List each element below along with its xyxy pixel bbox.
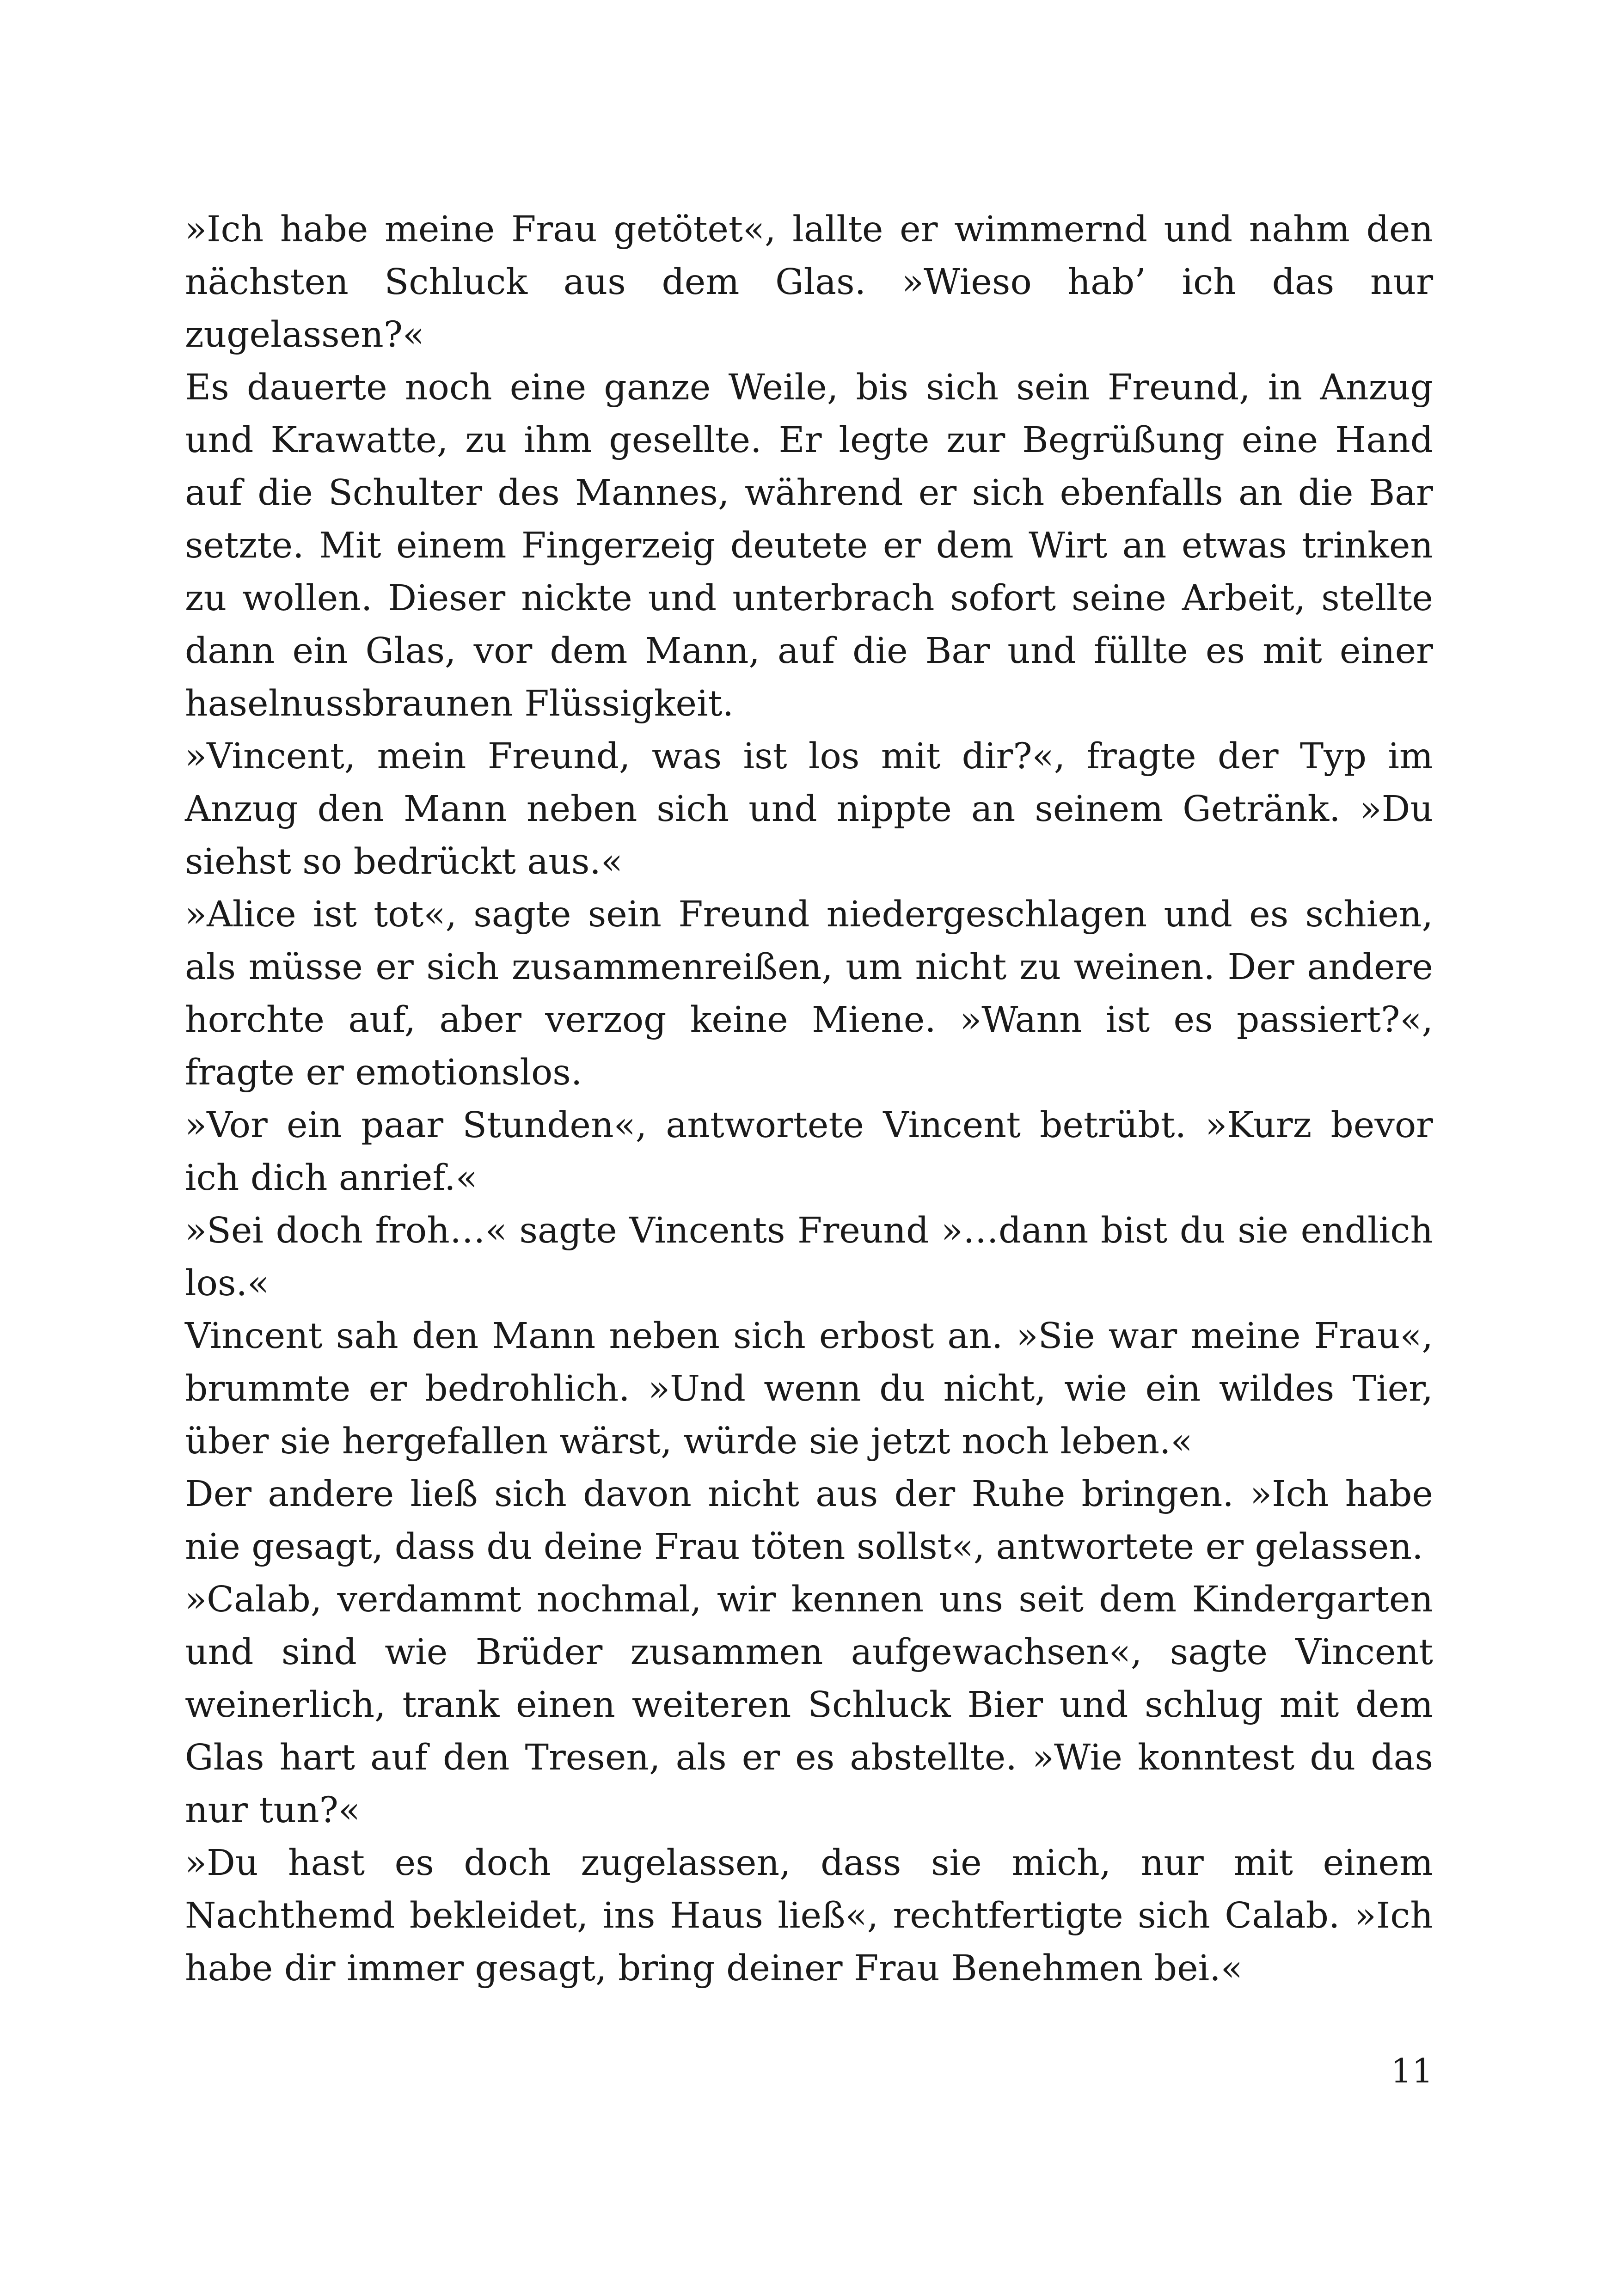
paragraph: »Du hast es doch zugelassen, dass sie mich, nur mit einem Nachthemd bekleidet, ins Haus ließ«, rechtfertigte sich Calab. »Ich habe dir immer gesagt, bring deiner Frau Benehmen bei.« [185, 1843, 1433, 1989]
paragraph: Es dauerte noch eine ganze Weile, bis sich sein Freund, in Anzug und Krawatte, zu ihm gesellte. Er legte zur Begrüßung eine Hand auf die Schulter des Mannes, während er sich ebenfalls an die Bar setzte. Mit einem Fingerzeig deutete er dem Wirt an etwas trinken zu wollen. Dieser nickte und unterbrach sofort seine Arbeit, stellte dann ein Glas, vor dem Mann, auf die Bar und füllte es mit einer haselnussbraunen Flüssigkeit. [185, 367, 1433, 724]
paragraph: Vincent sah den Mann neben sich erbost an. »Sie war meine Frau«, brummte er bedrohlich. »Und wenn du nicht, wie ein wildes Tier, über sie hergefallen wärst, würde sie jetzt noch leben.« [185, 1316, 1433, 1462]
paragraph: »Vor ein paar Stunden«, antwortete Vincent betrübt. »Kurz bevor ich dich anrief.« [185, 1105, 1433, 1199]
paragraph: »Sei doch froh…« sagte Vincents Freund »…dann bist du sie endlich los.« [185, 1210, 1433, 1304]
paragraph: »Vincent, mein Freund, was ist los mit dir?«, fragte der Typ im Anzug den Mann neben sich und nippte an seinem Getränk. »Du siehst so bedrückt aus.« [185, 736, 1433, 882]
page-number: 11 [1391, 2051, 1433, 2090]
paragraph: »Alice ist tot«, sagte sein Freund niedergeschlagen und es schien, als müsse er sich zusammenreißen, um nicht zu weinen. Der andere horchte auf, aber verzog keine Miene. »Wann ist es passiert?«, fragte er emotionslos. [185, 894, 1433, 1093]
body-text [185, 203, 1433, 1995]
paragraph: »Ich habe meine Frau getötet«, lallte er wimmernd und nahm den nächsten Schluck aus dem Glas. »Wieso hab’ ich das nur zugelassen?« [185, 209, 1433, 355]
paragraph: Der andere ließ sich davon nicht aus der Ruhe bringen. »Ich habe nie gesagt, dass du deine Frau töten sollst«, antwortete er gelassen. [185, 1474, 1433, 1567]
paragraph: »Calab, verdammt nochmal, wir kennen uns seit dem Kindergarten und sind wie Brüder zusammen aufgewachsen«, sagte Vincent weinerlich, trank einen weiteren Schluck Bier und schlug mit dem Glas hart auf den Tresen, als er es abstellte. »Wie konntest du das nur tun?« [185, 1579, 1433, 1831]
